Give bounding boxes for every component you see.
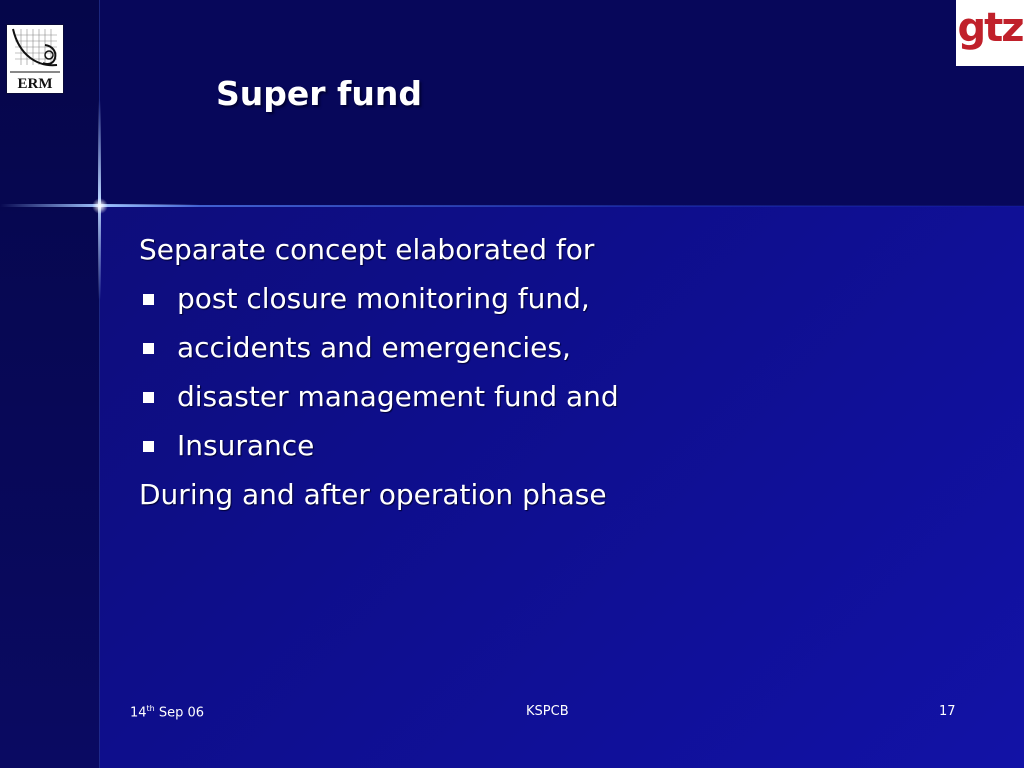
footer-date [130, 704, 204, 720]
intro-text: Separate concept elaborated for [139, 233, 595, 266]
list-item-text: Insurance [177, 429, 315, 462]
gtz-logo-text: gtz [957, 5, 1023, 51]
list-item-text: disaster management fund and [177, 380, 619, 413]
footer-date-rest: Sep 06 [154, 705, 205, 721]
footer-date-day: 14 [130, 705, 147, 721]
list-item [139, 326, 999, 375]
list-item-text: post closure monitoring fund, [177, 282, 590, 315]
closing-text: During and after operation phase [139, 478, 607, 511]
left-band [0, 0, 100, 768]
erm-logo-text: ERM [17, 76, 53, 92]
square-bullet-icon [143, 392, 154, 403]
gtz-logo [956, 0, 1024, 66]
square-bullet-icon [143, 343, 154, 354]
list-item [139, 277, 999, 326]
slide-title: Super fund [216, 74, 422, 113]
page-number: 17 [939, 704, 956, 719]
square-bullet-icon [143, 294, 154, 305]
list-item [139, 424, 999, 473]
list-item [139, 375, 999, 424]
erm-logo [6, 24, 64, 94]
footer-date-suffix: th [146, 704, 155, 713]
square-bullet-icon [143, 441, 154, 452]
horizontal-divider [100, 205, 1024, 207]
list-item-text: accidents and emergencies, [177, 331, 571, 364]
footer-organization: KSPCB [526, 704, 569, 719]
erm-logo-icon [7, 25, 63, 93]
slide-body [139, 228, 999, 522]
light-flare-star [92, 198, 108, 214]
